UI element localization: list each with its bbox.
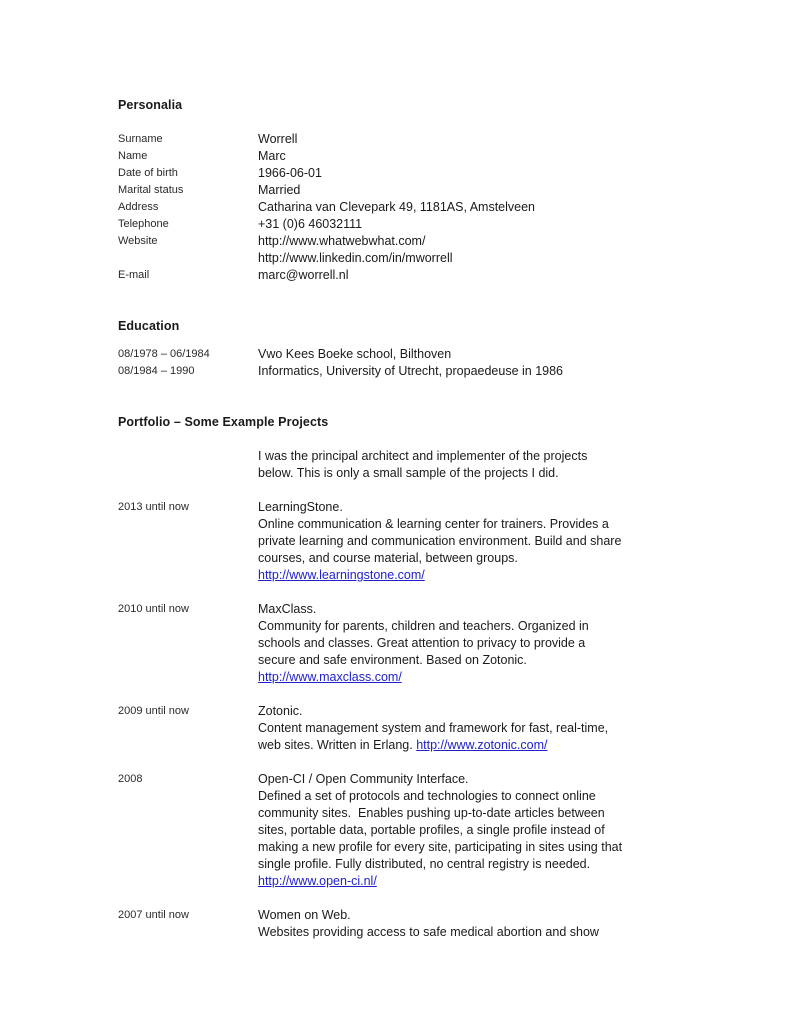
education-heading: Education [118,319,180,333]
field-label-address: Address [118,201,159,213]
education-row [118,363,700,380]
portfolio-intro [118,448,700,482]
project-period: 2008 [118,773,143,785]
project-description-line: sites, portable data, portable profiles, a single profile instead of [258,823,605,837]
project-entry-zotonic [118,703,700,754]
project-description-line: private learning and communication environment. Build and share [258,534,622,548]
education-school: Informatics, University of Utrecht, propaedeuse in 1986 [258,364,564,378]
field-label-telephone: Telephone [118,218,169,230]
project-entry-open-ci [118,771,700,890]
project-title: Open-CI / Open Community Interface. [258,772,469,786]
project-description-line: schools and classes. Great attention to privacy to provide a [258,636,586,650]
education-row [118,346,700,363]
project-body [258,907,700,941]
project-link-row [258,873,700,890]
portfolio-intro-text [258,448,700,482]
project-description-line: single profile. Fully distributed, no central registry is needed. [258,857,591,871]
project-description-line: community sites. Enables pushing up-to-date articles between [258,806,605,820]
personalia-row [118,267,700,284]
project-period: 2013 until now [118,501,189,513]
project-entry-women-on-web [118,907,700,941]
field-label-website: Website [118,235,158,247]
project-period: 2009 until now [118,705,189,717]
portfolio-intro-line: I was the principal architect and implementer of the projects [258,449,588,463]
project-description-line: making a new profile for every site, participating in sites using that [258,840,623,854]
project-description-line: courses, and course material, between groups. [258,551,518,565]
field-value-website-2: http://www.linkedin.com/in/mworrell [258,251,453,265]
project-body [258,601,700,686]
project-body [258,771,700,890]
project-entry-learningstone [118,499,700,584]
personalia-row [118,148,700,165]
project-title: LearningStone. [258,500,343,514]
field-value-website-group [258,233,700,267]
field-value-telephone: +31 (0)6 46032111 [258,217,363,231]
personalia-row [118,182,700,199]
field-label-email: E-mail [118,269,150,281]
project-description-line: Content management system and framework for fast, real-time, [258,721,609,735]
project-link[interactable]: http://www.open-ci.nl/ [258,874,377,888]
portfolio-intro-line: below. This is only a small sample of the projects I did. [258,466,559,480]
project-entry-maxclass [118,601,700,686]
project-title: Zotonic. [258,704,303,718]
personalia-row [118,165,700,182]
field-value-date-of-birth: 1966-06-01 [258,166,322,180]
project-link[interactable]: http://www.zotonic.com/ [416,738,548,752]
project-description-line: secure and safe environment. Based on Zotonic. [258,653,527,667]
project-description-line: Websites providing access to safe medical abortion and show [258,925,599,939]
education-period: 08/1984 – 1990 [118,365,195,377]
project-description-line: Defined a set of protocols and technologies to connect online [258,789,596,803]
field-value-address: Catharina van Clevepark 49, 1181AS, Amstelveen [258,200,536,214]
field-value-marital-status: Married [258,183,301,197]
field-label-marital-status: Marital status [118,184,184,196]
portfolio-heading: Portfolio – Some Example Projects [118,415,329,429]
field-value-surname: Worrell [258,132,298,146]
project-link[interactable]: http://www.learningstone.com/ [258,568,425,582]
project-link-row [258,669,700,686]
project-description-line: Online communication & learning center for trainers. Provides a [258,517,609,531]
project-period: 2010 until now [118,603,189,615]
project-link[interactable]: http://www.maxclass.com/ [258,670,402,684]
field-value-website-1: http://www.whatwebwhat.com/ [258,234,426,248]
personalia-section [118,131,700,284]
project-description-text: web sites. Written in Erlang. [258,738,413,752]
education-school: Vwo Kees Boeke school, Bilthoven [258,347,452,361]
project-description-line [258,737,700,754]
education-period: 08/1978 – 06/1984 [118,348,210,360]
personalia-row [118,199,700,216]
project-body [258,499,700,584]
personalia-row [118,131,700,148]
personalia-row [118,216,700,233]
project-title: Women on Web. [258,908,351,922]
project-description-line: Community for parents, children and teachers. Organized in [258,619,589,633]
field-value-email: marc@worrell.nl [258,268,349,282]
project-link-row [258,567,700,584]
field-label-name: Name [118,150,148,162]
field-label-date-of-birth: Date of birth [118,167,178,179]
project-period: 2007 until now [118,909,189,921]
project-title: MaxClass. [258,602,317,616]
project-body [258,703,700,754]
education-section [118,346,700,380]
field-value-name: Marc [258,149,286,163]
field-label-surname: Surname [118,133,163,145]
personalia-row [118,233,700,267]
personalia-heading: Personalia [118,98,183,112]
